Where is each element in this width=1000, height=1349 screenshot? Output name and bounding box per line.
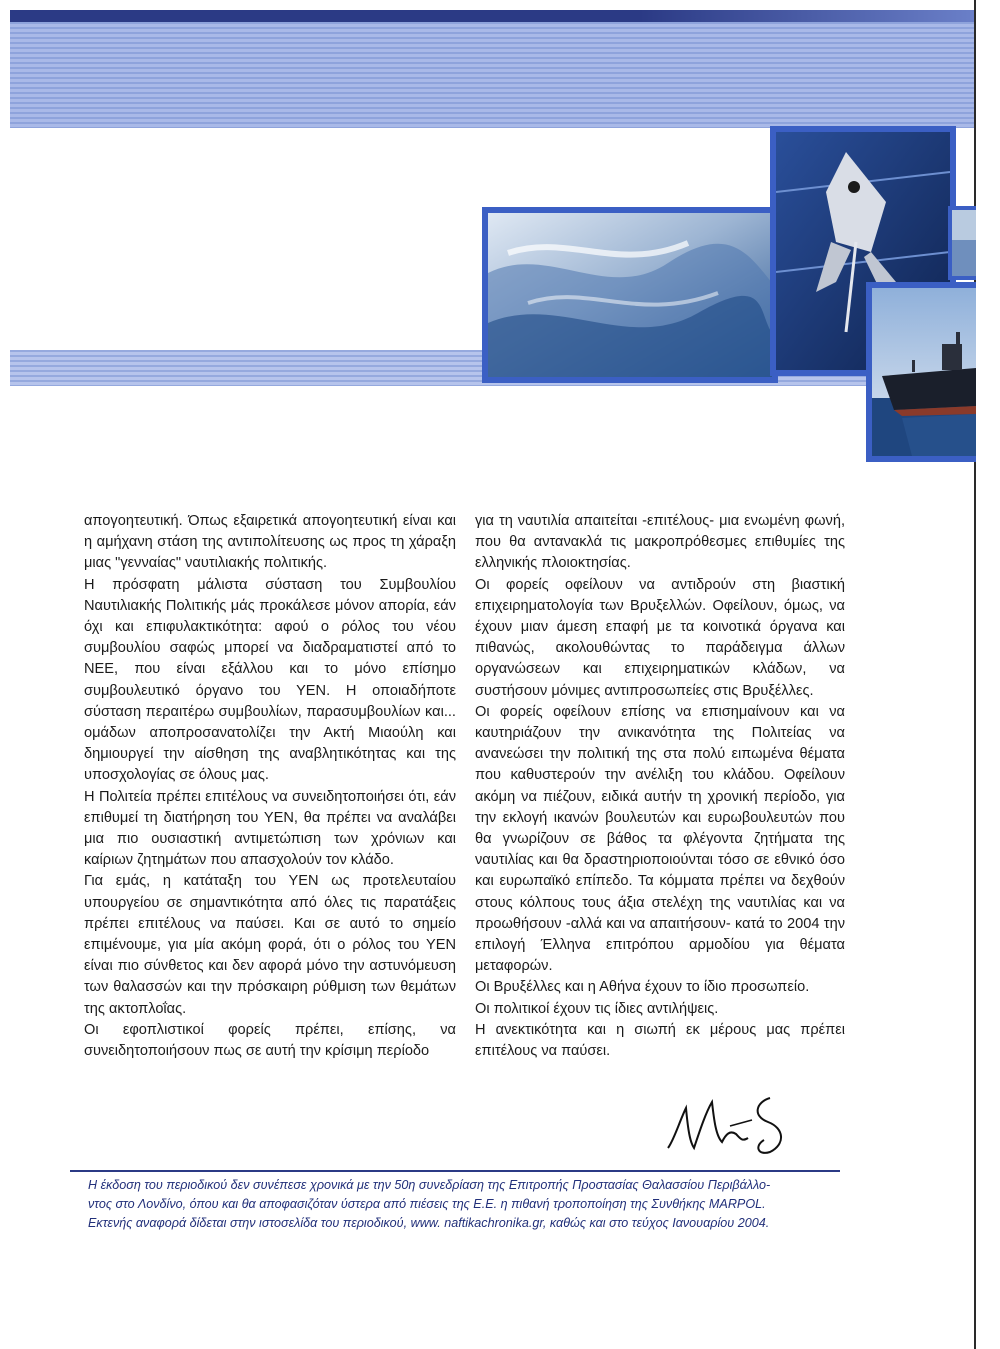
footnote-line: ντος στο Λονδίνο, όπου και θα αποφασιζόταν ύστερα από πιέσεις της Ε.Ε. η πιθανή τροποποίηση της Συνθήκης MARPOL.	[88, 1197, 766, 1211]
paragraph: Οι εφοπλιστικοί φορείς πρέπει, επίσης, να συνειδητοποιήσουν πως σε αυτή την κρίσιμη περίοδο	[84, 1021, 456, 1060]
footnote-divider	[70, 1170, 840, 1172]
paragraph: Οι Βρυξέλλες και η Αθήνα έχουν το ίδιο προσωπείο.	[475, 979, 810, 996]
article-right-column	[475, 511, 845, 1062]
sea-wave-photo	[482, 207, 778, 383]
handwritten-signature	[660, 1090, 810, 1160]
header-stripe-accent	[640, 10, 974, 22]
footnote-line: Εκτενής αναφορά δίδεται στην ιστοσελίδα του περιοδικού, www. naftikachronika.gr, καθώς και στο τεύχος Ιανουαρίου 2004.	[88, 1216, 770, 1230]
paragraph: Η Πολιτεία πρέπει επιτέλους να συνειδητοποιήσει ότι, εάν επιθυμεί τη διατήρηση του ΥΕΝ, θα πρέπει να αναλάβει μια πιο ουσιαστική αντιμετώπιση των χρόνιων και καίριων ζητημάτων που απασχολούν τον κλάδο.	[84, 788, 456, 869]
paragraph: για τη ναυτιλία απαιτείται -επιτέλους- μια ενωμένη φωνή, που θα αντανακλά τις μακροπρόθεσμες επιθυμίες της ελληνικής πλοιοκτησίας.	[475, 513, 845, 572]
sea-photo	[948, 206, 976, 280]
tanker-ship-photo	[866, 282, 976, 462]
paragraph: Η πρόσφατη μάλιστα σύσταση του Συμβουλίου Ναυτιλιακής Πολιτικής μάς προκάλεσε μόνον απορία, εάν όχι και επιφυλακτικότητα: αφού ο ρόλος του νέου συμβουλίου σαφώς μπορεί να διαδραματιστεί από το ΝΕΕ, που είναι εξάλλου και το μόνο επίσημο συμβουλευτικό όργανο του ΥΕΝ. Η οποιαδήποτε σύσταση περαιτέρω συμβουλίων, παρασυμβουλίων και... ομάδων αποπροσανατολίζει την Ακτή Μιαούλη και δημιουργεί την αίσθηση της αναβλητικότητας και της υποσχολογίας σε όλους μας.	[84, 576, 456, 784]
paragraph: απογοητευτική. Όπως εξαιρετικά απογοητευτική είναι και η αμήχανη στάση της αντιπολίτευσης ως προς τη χάραξη μιας "γενναίας" ναυτιλιακής πολιτικής.	[84, 513, 456, 572]
footnote-line: Η έκδοση του περιοδικού δεν συνέπεσε χρονικά με την 50η συνεδρίαση της Επιτροπής Προστασίας Θαλασσίου Περιβάλλο-	[88, 1178, 771, 1192]
header-stripe	[10, 10, 974, 128]
paragraph: Οι φορείς οφείλουν να αντιδρούν στη βιαστική επιχειρηματολογία των Βρυξελλών. Οφείλουν, όμως, να έχουν μιαν άμεση επαφή με τα κοινοτικά όργανα και πιθανώς, ακολουθώντας το παράδειγμα άλλων οργανώσεων και επιχειρηματικών κλάδων, να συστήσουν μόνιμες αντιπροσωπείες στις Βρυξέλλες.	[475, 576, 845, 699]
paragraph: Οι φορείς οφείλουν επίσης να επισημαίνουν και να καυτηριάζουν την ανικανότητα της Πολιτείας να ανανεώσει την πολιτική της στα πολύ ειπωμένα θέματα που καθυστερούν την ανέλιξη του κλάδου. Οφείλουν ακόμη να πιέζουν, ειδικά αυτήν τη χρονική περίοδο, για την εκλογή ικανών βουλευτών και ευρωβουλευτών που θα γνωρίζουν σε βάθος τα φλέγοντα ζητήματα της ναυτιλίας και θα δραστηριοποιούνται τόσο σε εθνικό όσο και ευρωπαϊκό επίπεδο. Τα κόμματα πρέπει να δεχθούν στους κόλπους τους άξια στελέχη της ναυτιλίας και να προωθήσουν -αλλά και να απαιτήσουν- κατά το 2004 την επιλογή Έλληνα επιτρόπου αρμοδίου για θέματα μεταφορών.	[475, 703, 845, 975]
paragraph: Οι πολιτικοί έχουν τις ίδιες αντιλήψεις.	[475, 1000, 719, 1017]
footnote	[88, 1176, 848, 1233]
paragraph: Για εμάς, η κατάταξη του ΥΕΝ ως προτελευταίου υπουργείου σε σημαντικότητα από όλες τις παρατάξεις πρέπει επιτέλους να παύσει. Και σε αυτό το σημείο επιμένουμε, για μία ακόμη φορά, ότι ο ρόλος του ΥΕΝ είναι πιο σύνθετος και δεν αφορά μόνο την αστυνόμευση των θαλασσών και την πρόσκαιρη ρύθμιση των θεμάτων της ακτοπλοΐας.	[84, 873, 456, 1017]
article-left-column	[84, 511, 456, 1062]
paragraph: Η ανεκτικότητα και η σιωπή εκ μέρους μας πρέπει επιτέλους να παύσει.	[475, 1021, 845, 1060]
